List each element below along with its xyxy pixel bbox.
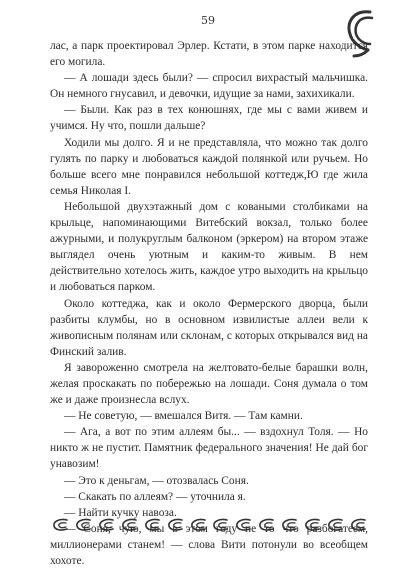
footer-ornament (52, 512, 368, 538)
horseshoe-ornament-icon (121, 518, 139, 532)
horseshoe-ornament-icon (167, 518, 185, 532)
paragraph: — Не советую, — вмешался Витя. — Там камни. (64, 410, 303, 423)
paragraph: — Были. Как раз в тех конюшнях, где мы с вами живем и учимся. Ну что, пошли дальше? (50, 104, 368, 133)
paragraph: Я завороженно смотрела на желтовато-белые барашки волн, желая проскакать по побережью на лошади. Соня думала о том же и даже произнесла вслух. (50, 361, 368, 407)
horseshoe-ornament-icon (75, 518, 93, 532)
paragraph: — А лошади здесь были? — спросил вихрастый мальчишка. Он немного гнусавил, и девочки, идущие за нами, захихикали. (50, 72, 368, 101)
horseshoe-ornament-icon (235, 518, 253, 532)
horseshoe-ornament-icon (350, 518, 368, 532)
paragraph: — Соня, чую, мы в этом году не то что разбогатеем, миллионерами станем! — слова Вити потонули во всеобщем хохоте. (50, 522, 368, 567)
paragraph: лас, а парк проектировал Эрлер. Кстати, в этом парке находится его могила. (50, 40, 368, 69)
horseshoe-ornament-icon (281, 518, 299, 532)
body-text (50, 38, 368, 569)
paragraph: Небольшой двухэтажный дом с коваными столбиками на крыльце, напоминающими Витебский вокзал, только более ажурными, и полукруглым балконом (эркером) на втором этаже выглядел очень уютным и каким-то живым. В нем действительно хотелось жить, каждое утро выходить на крыльцо и любоваться парком. (50, 200, 368, 294)
paragraph: Ходили мы долго. Я и не представляла, что можно так долго гулять по парку и любоваться каждой полянкой или ручьем. Но больше всего мне понравился небольшой коттедж,Ю где жила семья Николая I. (50, 136, 368, 197)
horseshoe-ornament-icon (327, 518, 345, 532)
paragraph: — Найти кучку навоза. (64, 506, 177, 519)
page-number: 59 (201, 14, 215, 27)
horseshoe-ornament-icon (212, 518, 230, 532)
horseshoe-ornament-icon (144, 518, 162, 532)
paragraph: — Это к деньгам, — отозвалась Соня. (64, 474, 249, 487)
paragraph: Около коттеджа, как и около Фермерского дворца, были разбиты клумбы, но в основном извилистые аллеи вели к живописным полянам или склонам, с которых открывался вид на Финский залив. (50, 297, 368, 358)
horseshoe-ornament-icon (190, 518, 208, 532)
paragraph: — Ага, а вот по этим аллеям бы... — вздохнул Толя. — Но никто ж не пустит. Памятник федерального значения! Не дай бог унавозим! (50, 426, 368, 471)
horseshoe-ornament-icon (52, 518, 70, 532)
paragraph: — Скакать по аллеям? — уточнила я. (64, 490, 246, 503)
horseshoe-ornament-icon (98, 518, 116, 532)
horseshoe-ornament-icon (304, 518, 322, 532)
horseshoe-ornament-icon (258, 518, 276, 532)
